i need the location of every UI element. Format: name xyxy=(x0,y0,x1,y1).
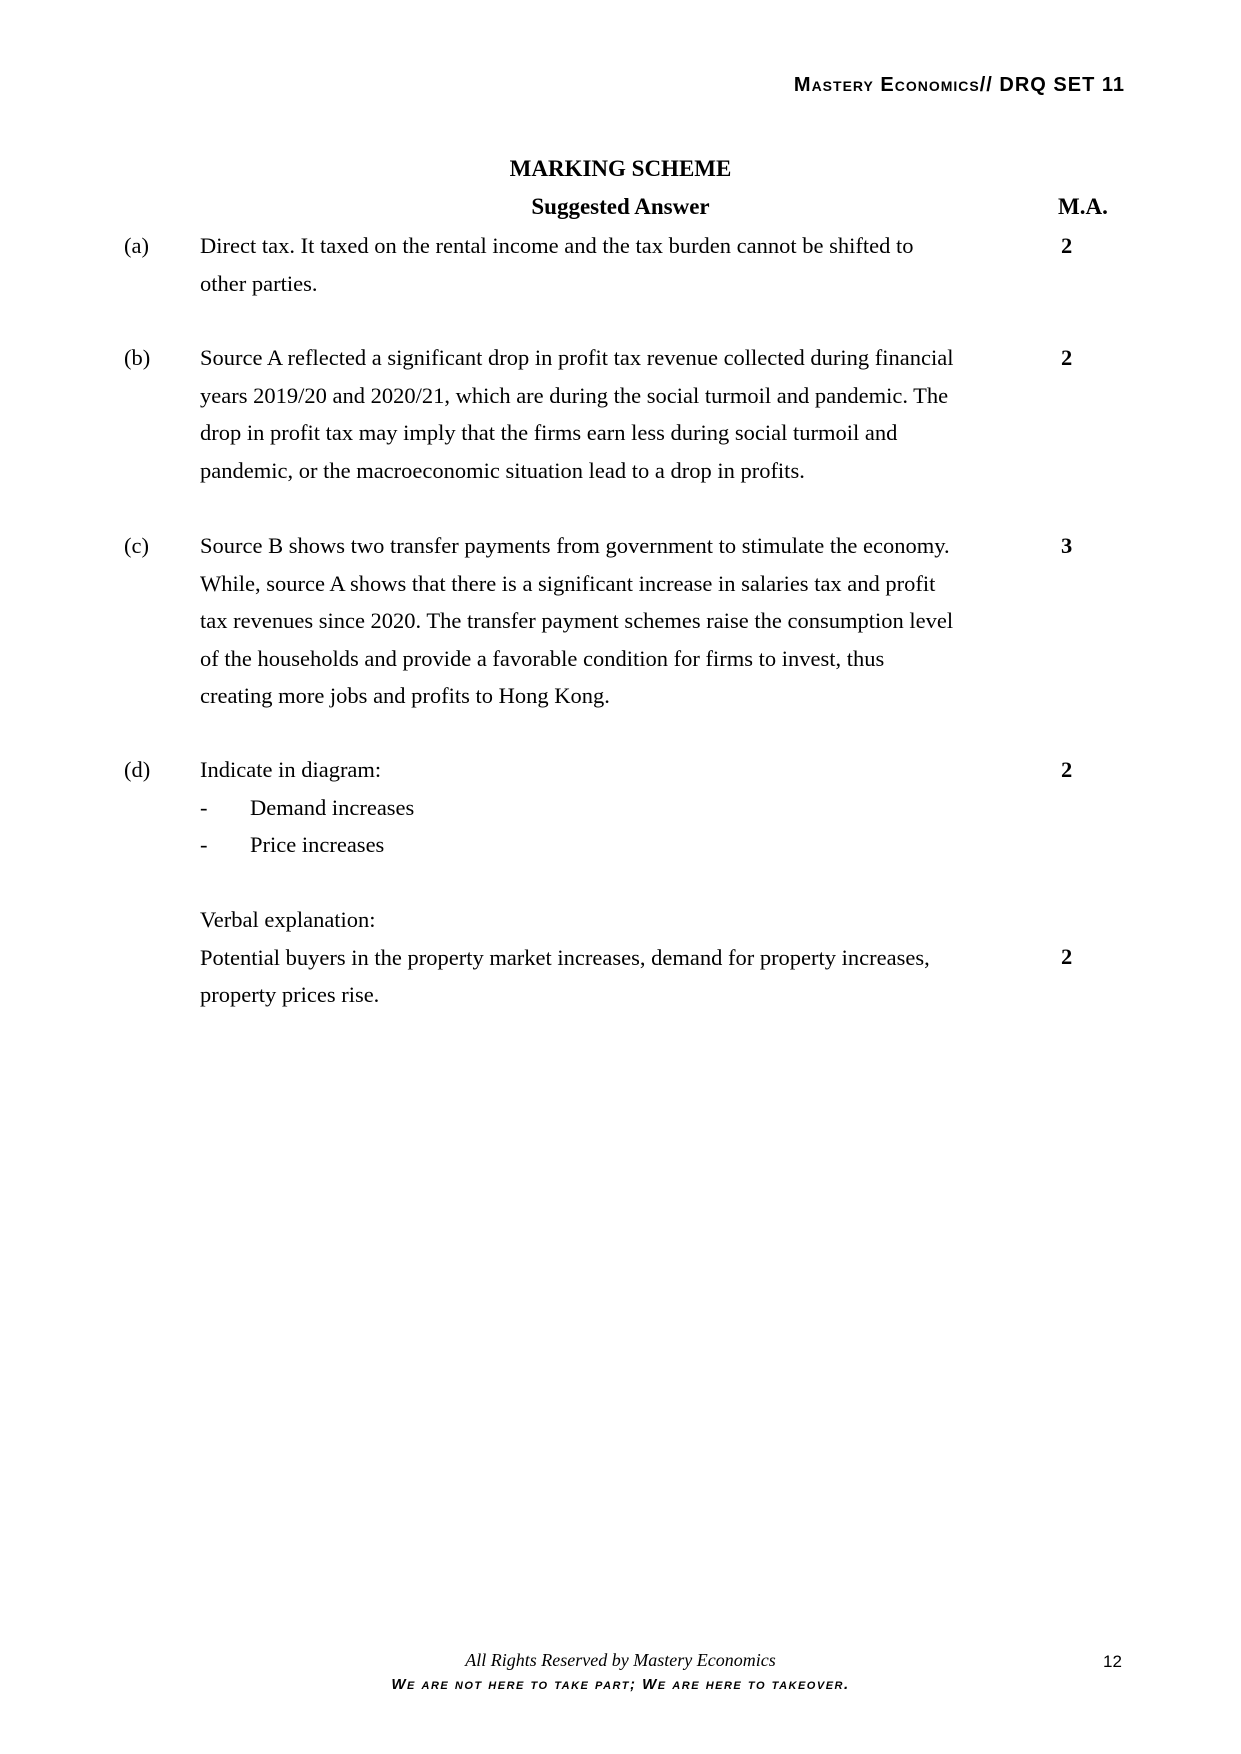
answer-line: other parties. xyxy=(200,270,318,296)
answer-line: Potential buyers in the property market increases, demand for property increases, xyxy=(200,944,930,970)
answer-line: Indicate in diagram: xyxy=(200,757,382,782)
marks-header: M.A. xyxy=(1058,194,1108,219)
page-number: 12 xyxy=(1103,1652,1122,1671)
answer-line: tax revenues since 2020. The transfer payment schemes raise the consumption level xyxy=(200,608,954,633)
question-label: (a) xyxy=(124,233,149,258)
mark: 3 xyxy=(1061,533,1073,558)
question-label: (d) xyxy=(124,757,151,782)
answer-line: property prices rise. xyxy=(200,982,380,1007)
page-title: MARKING SCHEME xyxy=(509,156,732,181)
answer-line: drop in profit tax may imply that the firms earn less during social turmoil and xyxy=(200,420,898,445)
mark: 2 xyxy=(1061,345,1073,370)
answer-line: creating more jobs and profits to Hong Kong. xyxy=(200,683,610,708)
mark: 2 xyxy=(1061,757,1073,782)
footer-rights: All Rights Reserved by Mastery Economics xyxy=(465,1650,776,1670)
answer-line: Direct tax. It taxed on the rental income and the tax burden cannot be shifted to xyxy=(200,233,914,258)
footer-motto: We are not here to take part; We are here to takeover. xyxy=(391,1676,850,1693)
answer-line: While, source A shows that there is a significant increase in salaries tax and profit xyxy=(200,570,936,596)
answer-line: of the households and provide a favorable condition for firms to invest, thus xyxy=(200,645,885,671)
answer-line: years 2019/20 and 2020/21, which are during the social turmoil and pandemic. The xyxy=(200,382,949,408)
bullet-item: - Demand increases xyxy=(200,794,415,820)
running-header: Mastery Economics// DRQ SET 11 xyxy=(793,74,1125,96)
answer-line: Source B shows two transfer payments from government to stimulate the economy. xyxy=(200,533,950,558)
verbal-heading: Verbal explanation: xyxy=(200,907,376,932)
answer-line: pandemic, or the macroeconomic situation lead to a drop in profits. xyxy=(200,457,805,483)
mark: 2 xyxy=(1061,944,1073,969)
mark: 2 xyxy=(1061,233,1073,258)
answer-line: Source A reflected a significant drop in profit tax revenue collected during financial xyxy=(200,345,954,370)
question-label: (b) xyxy=(124,345,151,370)
subtitle: Suggested Answer xyxy=(531,194,710,219)
bullet-item: - Price increases xyxy=(200,832,385,857)
question-label: (c) xyxy=(124,533,149,558)
